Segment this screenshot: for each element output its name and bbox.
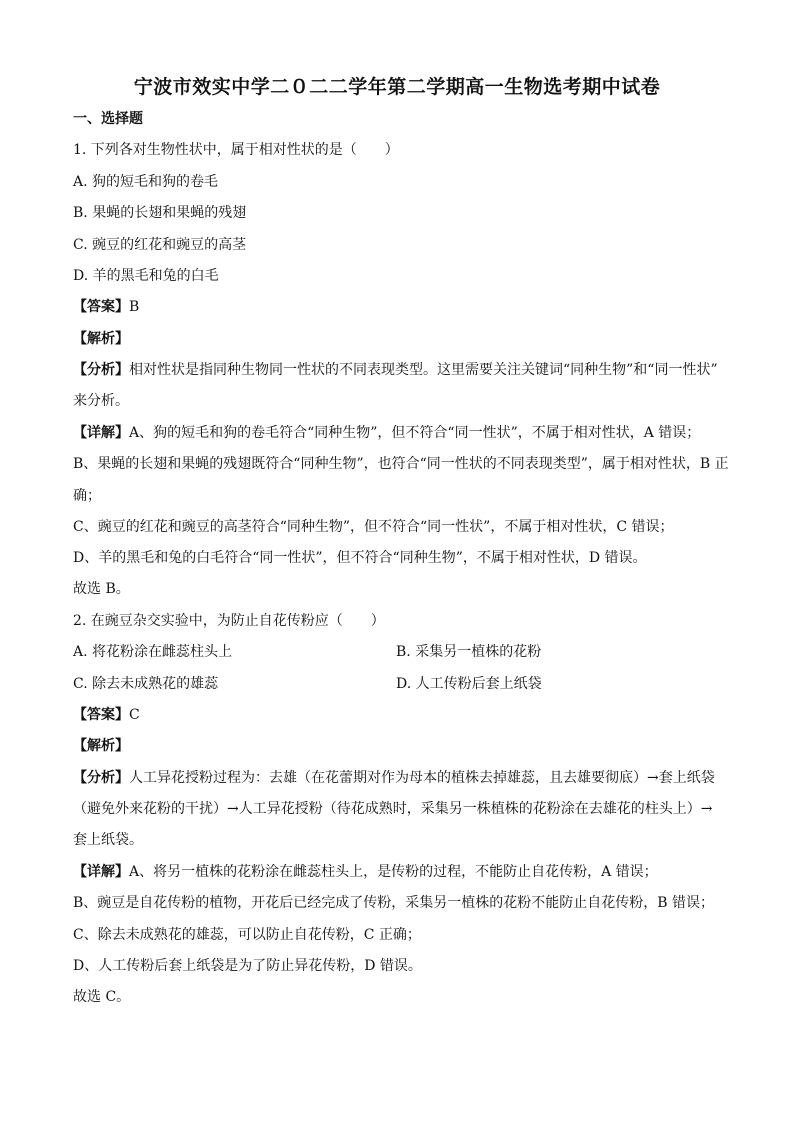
question-2-xiangjie-line-4: D、人工传粉后套上纸袋是为了防止异花传粉，D 错误。 [73, 958, 422, 974]
analysis-tag: 【解析】 [73, 331, 129, 347]
question-1-stem: 1. 下列各对生物性状中，属于相对性状的是（ ） [73, 142, 399, 158]
section-heading: 一、选择题 [73, 111, 143, 127]
question-1-option-a: A. 狗的短毛和狗的卷毛 [73, 174, 219, 190]
question-1-xiangjie-line-1 [73, 424, 700, 442]
question-2-analysis-tag [73, 737, 129, 755]
question-2-option-c: C. 除去未成熟花的雄蕊 [73, 676, 219, 692]
question-2-stem: 2. 在豌豆杂交实验中，为防止自花传粉应（ ） [73, 613, 385, 629]
question-1-xiangjie-line-2: B、果蝇的长翅和果蝇的残翅既符合“同种生物”，也符合“同一性状的不同表现类型”，属于相对性状，B 正 [73, 456, 729, 472]
page-title: 宁波市效实中学二０二二学年第二学期高一生物选考期中试卷 [133, 76, 661, 98]
question-1-fenxi-line-2: 来分析。 [73, 393, 129, 409]
question-1-xiangjie-line-4: C、豌豆的红花和豌豆的高茎符合“同种生物”，但不符合“同一性状”，不属于相对性状，C 错误； [73, 519, 674, 535]
question-2-answer [73, 706, 140, 724]
question-2-option-b: B. 采集另一植株的花粉 [396, 644, 542, 660]
question-2-option-d: D. 人工传粉后套上纸袋 [396, 676, 542, 692]
fenxi-tag: 【分析】 [73, 362, 129, 378]
fenxi-text: 相对性状是指同种生物同一性状的不同表现类型。这里需要关注关键词“同种生物”和“同一性状” [129, 362, 718, 378]
answer-tag: 【答案】 [73, 299, 129, 315]
question-2-option-a: A. 将花粉涂在雌蕊柱头上 [73, 644, 233, 660]
question-1-answer [73, 298, 139, 316]
fenxi-text: 人工异花授粉过程为：去雄（在花蕾期对作为母本的植株去掉雄蕊，且去雄要彻底）→套上纸袋 [129, 770, 715, 786]
xiangjie-tag: 【详解】 [73, 425, 129, 441]
question-2-xiangjie-line-2: B、豌豆是自花传粉的植物，开花后已经完成了传粉，采集另一植株的花粉不能防止自花传粉，B 错误； [73, 895, 715, 911]
analysis-tag: 【解析】 [73, 738, 129, 754]
question-1-option-d: D. 羊的黑毛和兔的白毛 [73, 268, 219, 284]
question-1-analysis-tag [73, 330, 129, 348]
question-1-fenxi-line-1 [73, 361, 718, 379]
answer-value: B [129, 299, 140, 315]
question-1-option-c: C. 豌豆的红花和豌豆的高茎 [73, 237, 247, 253]
answer-value: C [129, 707, 140, 723]
question-2-xiangjie-line-3: C、除去未成熟花的雄蕊，可以防止自花传粉，C 正确； [73, 927, 421, 943]
question-2-conclusion: 故选 C。 [73, 989, 131, 1005]
question-2-fenxi-line-2: （避免外来花粉的干扰）→人工异花授粉（待花成熟时，采集另一株植株的花粉涂在去雄花的柱头上）→ [73, 801, 713, 817]
question-1-xiangjie-line-5: D、羊的黑毛和兔的白毛符合“同一性状”，但不符合“同种生物”，不属于相对性状，D 错误。 [73, 550, 647, 566]
question-1-conclusion: 故选 B。 [73, 581, 130, 597]
xiangjie-text: A、将另一植株的花粉涂在雌蕊柱头上，是传粉的过程，不能防止自花传粉，A 错误； [129, 864, 658, 880]
question-2-fenxi-line-1 [73, 769, 715, 787]
question-1-xiangjie-line-3: 确； [73, 488, 101, 504]
question-1-option-b: B. 果蝇的长翅和果蝇的残翅 [73, 205, 247, 221]
question-2-xiangjie-line-1 [73, 863, 658, 881]
answer-tag: 【答案】 [73, 707, 129, 723]
question-2-fenxi-line-3: 套上纸袋。 [73, 832, 143, 848]
xiangjie-tag: 【详解】 [73, 864, 129, 880]
xiangjie-text: A、狗的短毛和狗的卷毛符合“同种生物”，但不符合“同一性状”，不属于相对性状，A 错误； [129, 425, 701, 441]
fenxi-tag: 【分析】 [73, 770, 129, 786]
